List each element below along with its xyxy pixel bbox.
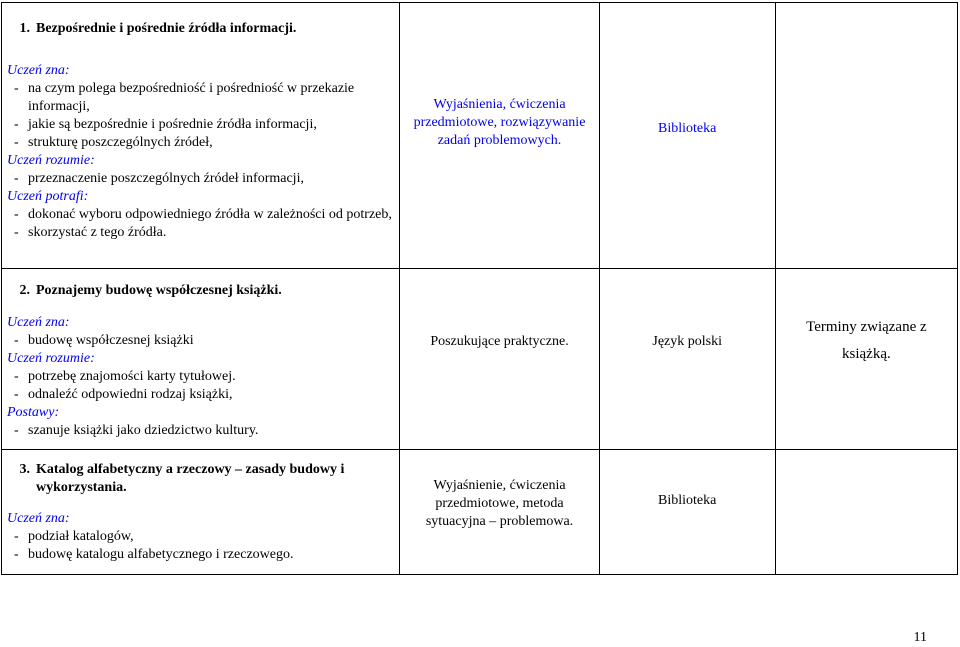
notes-cell: Terminy związane z książką. [775,269,957,450]
correlation-cell: Biblioteka [599,3,775,269]
lead-postawy: Postawy: [7,405,60,420]
methods-cell: Wyjaśnienia, ćwiczenia przedmiotowe, rozwiązywanie zadań problemowych. [400,3,599,269]
list-item: - jakie są bezpośrednie i pośrednie źródła informacji, [14,117,317,132]
table-row [2,3,958,269]
methods-cell: Poszukujące praktyczne. [400,269,599,450]
list-item: - skorzystać z tego źródła. [14,225,167,240]
correlation-cell: Język polski [599,269,775,450]
lead-uczen-rozumie: Uczeń rozumie: [7,153,95,168]
topic-heading: 3. Katalog alfabetyczny a rzeczowy – zasady budowy i wykorzystania. [19,462,345,495]
notes-cell [775,3,957,269]
list-item: - dokonać wyboru odpowiedniego źródła w zależności od potrzeb, [14,207,392,222]
content-cell [2,450,400,575]
lead-uczen-potrafi: Uczeń potrafi: [7,189,89,204]
topic-heading: 1. Bezpośrednie i pośrednie źródła informacji. [19,21,297,36]
list-item: - na czym polega bezpośredniość i pośredniość w przekazie informacji, [14,81,355,114]
correlation-cell: Biblioteka [599,450,775,575]
methods-cell: Wyjaśnienie, ćwiczenia przedmiotowe, metoda sytuacyjna – problemowa. [400,450,599,575]
page-number: 11 [913,630,927,645]
content-cell [2,3,400,269]
list-item: - potrzebę znajomości karty tytułowej. [14,369,236,384]
table-row [2,269,958,450]
lead-uczen-rozumie: Uczeń rozumie: [7,351,95,366]
list-item: - strukturę poszczególnych źródeł, [14,135,213,150]
topic-heading: 2. Poznajemy budowę współczesnej książki. [19,283,282,298]
list-item: - przeznaczenie poszczególnych źródeł informacji, [14,171,304,186]
list-item: - odnaleźć odpowiedni rodzaj książki, [14,387,233,402]
curriculum-table [1,2,958,575]
notes-cell [775,450,957,575]
lead-uczen-zna: Uczeń zna: [7,511,70,526]
table-row [2,450,958,575]
list-item: - budowę katalogu alfabetycznego i rzeczowego. [14,547,294,562]
list-item: - budowę współczesnej książki [14,333,194,348]
list-item: - podział katalogów, [14,529,134,544]
list-item: - szanuje książki jako dziedzictwo kultury. [14,423,259,438]
lead-uczen-zna: Uczeń zna: [7,63,70,78]
lead-uczen-zna: Uczeń zna: [7,315,70,330]
content-cell [2,269,400,450]
